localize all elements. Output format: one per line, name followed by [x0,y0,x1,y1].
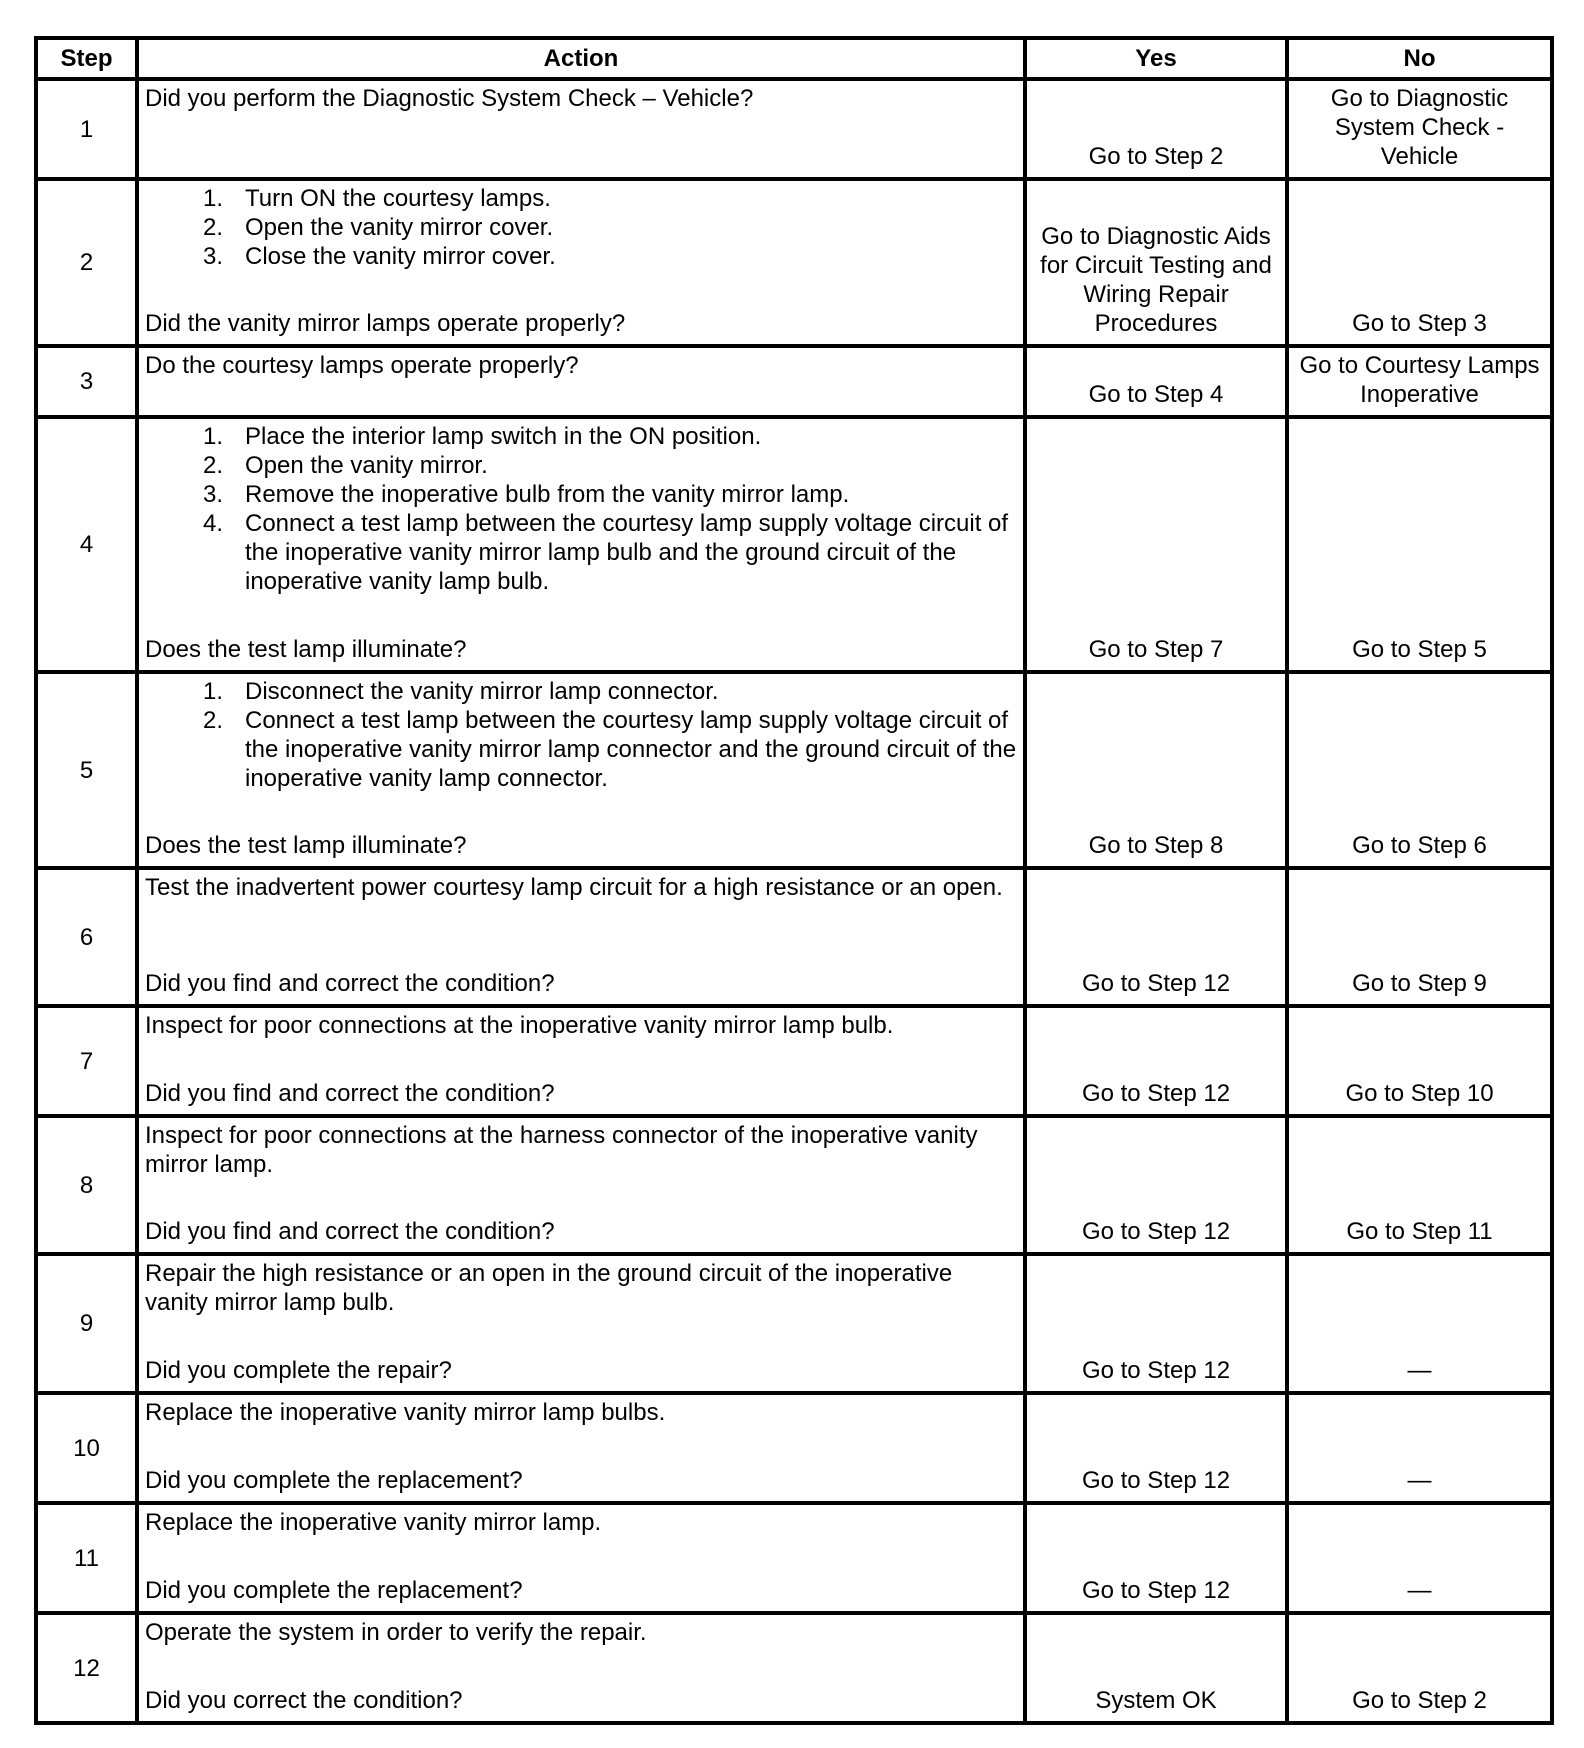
list-text: Remove the inoperative bulb from the vanity mirror lamp. [245,481,850,508]
list-text: Place the interior lamp switch in the ON position. [245,423,762,450]
no-answer: Go to Step 5 [1352,636,1487,663]
action-text: Inspect for poor connections at the harness connector of the inoperative vanity mirror lamp. [145,1122,978,1178]
yes-cell [1025,1503,1287,1613]
yes-cell [1025,417,1287,672]
no-answer: Go to Step 11 [1346,1218,1493,1245]
yes-cell [1025,179,1287,346]
no-answer: Go to Step 6 [1352,832,1487,859]
yes-answer: Go to Diagnostic Aids for Circuit Testing and Wiring Repair Procedures [1040,223,1272,337]
yes-answer: Go to Step 12 [1081,1218,1231,1245]
yes-cell [1025,1613,1287,1723]
action-list [145,677,1019,793]
action-cell [137,1503,1025,1613]
action-cell [137,417,1025,672]
action-list [145,422,1019,596]
list-item [145,677,1019,706]
action-question: Did you complete the replacement? [145,1467,523,1494]
step-number: 10 [36,1393,137,1503]
yes-answer: Go to Step 4 [1088,381,1224,408]
action-question: Did you find and correct the condition? [145,1218,555,1245]
table-row [36,79,1552,179]
action-question: Does the test lamp illuminate? [145,832,467,859]
action-text: Replace the inoperative vanity mirror lamp. [145,1509,602,1536]
table-row [36,868,1552,1006]
yes-cell [1025,868,1287,1006]
no-answer: — [1407,1577,1432,1604]
action-text: Test the inadvertent power courtesy lamp circuit for a high resistance or an open. [145,874,1003,901]
yes-cell [1025,1254,1287,1393]
list-number: 4. [202,510,223,537]
table-row [36,1393,1552,1503]
step-number: 8 [36,1116,137,1254]
list-text: Open the vanity mirror. [245,452,488,479]
step-number: 9 [36,1254,137,1393]
action-question: Does the test lamp illuminate? [145,636,467,663]
list-item [145,706,1019,793]
yes-answer: Go to Step 12 [1081,1357,1231,1384]
action-text: Repair the high resistance or an open in the ground circuit of the inoperative vanity mirror lamp bulb. [145,1260,953,1316]
table-row [36,672,1552,868]
action-question: Did you complete the repair? [145,1357,452,1384]
no-answer: Go to Courtesy Lamps Inoperative [1299,352,1540,408]
list-item [145,422,1019,451]
no-cell [1287,672,1552,868]
yes-answer: Go to Step 2 [1088,143,1224,170]
list-text: Connect a test lamp between the courtesy lamp supply voltage circuit of the inoperative vanity mirror lamp bulb and the ground circuit of the inoperative vanity lamp bulb. [245,510,1009,595]
list-text: Close the vanity mirror cover. [245,243,556,270]
list-text: Open the vanity mirror cover. [245,214,554,241]
list-text: Connect a test lamp between the courtesy lamp supply voltage circuit of the inoperative vanity mirror lamp connector and the ground circuit of the inoperative vanity lamp connector. [245,707,1017,792]
list-item [145,509,1019,596]
action-cell [137,1116,1025,1254]
no-cell [1287,1116,1552,1254]
action-list [145,184,1019,271]
list-number: 3. [202,243,223,270]
table-row [36,1006,1552,1116]
list-number: 2. [202,214,223,241]
action-text: Replace the inoperative vanity mirror lamp bulbs. [145,1399,666,1426]
table-row [36,346,1552,417]
table-row [36,179,1552,346]
yes-cell [1025,79,1287,179]
table-row [36,1116,1552,1254]
list-number: 1. [202,678,223,705]
action-question: Did you complete the replacement? [145,1577,523,1604]
header-row [36,38,1552,79]
no-cell [1287,1006,1552,1116]
yes-answer: Go to Step 12 [1081,1577,1231,1604]
yes-answer: Go to Step 8 [1088,832,1224,859]
yes-cell [1025,672,1287,868]
list-item [145,184,1019,213]
action-cell [137,79,1025,179]
list-item [145,213,1019,242]
list-item [145,480,1019,509]
yes-cell [1025,1116,1287,1254]
no-answer: Go to Step 3 [1352,310,1487,337]
list-text: Turn ON the courtesy lamps. [245,185,551,212]
no-answer: Go to Step 10 [1345,1080,1494,1107]
action-question: Did you find and correct the condition? [145,1080,555,1107]
table-row [36,1503,1552,1613]
yes-answer: Go to Step 12 [1081,1080,1231,1107]
action-text: Inspect for poor connections at the inoperative vanity mirror lamp bulb. [145,1012,894,1039]
step-number: 3 [36,346,137,417]
yes-cell [1025,1393,1287,1503]
no-cell [1287,417,1552,672]
no-cell [1287,1393,1552,1503]
yes-cell [1025,1006,1287,1116]
no-cell [1287,868,1552,1006]
no-answer: — [1407,1357,1432,1384]
no-cell [1287,1254,1552,1393]
action-cell [137,1006,1025,1116]
step-number: 6 [36,868,137,1006]
no-answer: Go to Diagnostic System Check - Vehicle [1330,85,1509,170]
action-question: Did you correct the condition? [145,1687,463,1714]
no-answer: Go to Step 9 [1352,970,1487,997]
step-number: 2 [36,179,137,346]
step-number: 1 [36,79,137,179]
action-question: Did the vanity mirror lamps operate properly? [145,310,626,337]
action-cell [137,179,1025,346]
step-number: 11 [36,1503,137,1613]
table-row [36,1613,1552,1723]
action-cell [137,1254,1025,1393]
list-text: Disconnect the vanity mirror lamp connector. [245,678,719,705]
no-cell [1287,346,1552,417]
action-text: Do the courtesy lamps operate properly? [145,352,579,379]
list-item [145,242,1019,271]
action-cell [137,1613,1025,1723]
action-cell [137,346,1025,417]
yes-answer: Go to Step 12 [1081,1467,1231,1494]
header-action: Action [137,38,1025,79]
action-cell [137,1393,1025,1503]
list-number: 1. [202,185,223,212]
list-number: 1. [202,423,223,450]
list-number: 3. [202,481,223,508]
diagnostic-table [34,36,1554,1725]
table-body [36,79,1552,1723]
yes-answer: Go to Step 7 [1088,636,1224,663]
list-item [145,451,1019,480]
header-yes: Yes [1025,38,1287,79]
step-number: 5 [36,672,137,868]
step-number: 4 [36,417,137,672]
yes-answer: Go to Step 12 [1081,970,1231,997]
no-cell [1287,179,1552,346]
action-cell [137,672,1025,868]
table-row [36,417,1552,672]
step-number: 7 [36,1006,137,1116]
yes-answer: System OK [1095,1687,1217,1714]
action-text: Did you perform the Diagnostic System Check – Vehicle? [145,85,754,112]
no-cell [1287,1613,1552,1723]
header-no: No [1287,38,1552,79]
action-question: Did you find and correct the condition? [145,970,555,997]
yes-cell [1025,346,1287,417]
no-cell [1287,79,1552,179]
no-answer: Go to Step 2 [1352,1687,1487,1714]
step-number: 12 [36,1613,137,1723]
action-text: Operate the system in order to verify the repair. [145,1619,647,1646]
action-cell [137,868,1025,1006]
no-cell [1287,1503,1552,1613]
table-row [36,1254,1552,1393]
no-answer: — [1407,1467,1432,1494]
header-step: Step [36,38,137,79]
list-number: 2. [202,707,223,734]
list-number: 2. [202,452,223,479]
